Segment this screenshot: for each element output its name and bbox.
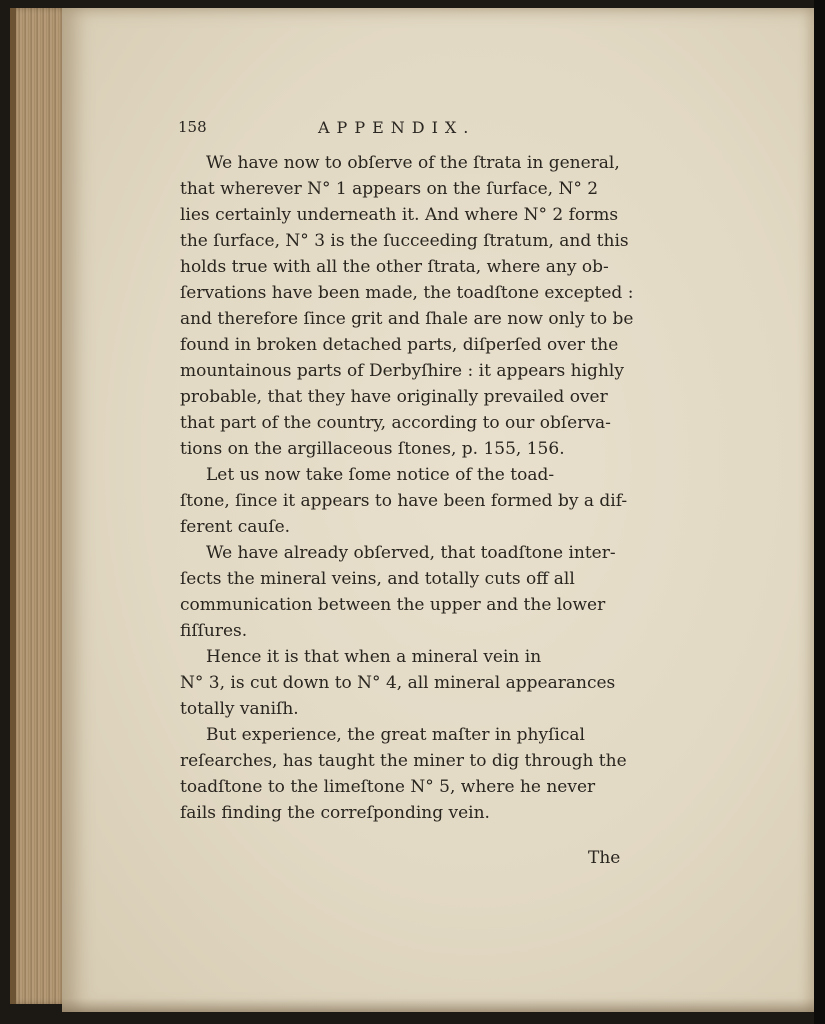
text-line: But experience, the great maſter in phyſical (206, 725, 585, 745)
paragraph-4 (180, 644, 632, 722)
catchword: The (588, 848, 621, 868)
text-line: probable, that they have originally prevailed over (180, 387, 608, 407)
text-line: communication between the upper and the lower (180, 595, 606, 615)
body-text (180, 150, 632, 826)
page-header (0, 114, 825, 144)
text-line: tions on the argillaceous ſtones, p. 155, 156. (180, 439, 565, 459)
text-line: Let us now take ſome notice of the toad- (206, 465, 555, 485)
scan-border-right (814, 0, 825, 1024)
text-line: ſervations have been made, the toadſtone excepted : (180, 283, 634, 303)
text-line: fails finding the correſponding vein. (180, 803, 490, 823)
text-line: that wherever N° 1 appears on the ſurface, N° 2 (180, 179, 599, 199)
text-line: N° 3, is cut down to N° 4, all mineral appearances (180, 673, 616, 693)
paragraph-5 (180, 722, 632, 826)
text-line: Hence it is that when a mineral vein in (206, 647, 542, 667)
text-line: ferent cauſe. (180, 517, 291, 537)
page-number: 158 (178, 118, 207, 136)
text-line: found in broken detached parts, diſperſed over the (180, 335, 619, 355)
text-line: reſearches, has taught the miner to dig through the (180, 751, 627, 771)
text-line: We have now to obſerve of the ſtrata in general, (206, 153, 620, 173)
text-line: ſtone, ſince it appears to have been formed by a dif- (180, 491, 628, 511)
text-line: ſects the mineral veins, and totally cuts off all (180, 569, 575, 589)
text-line: We have already obſerved, that toadſtone inter- (206, 543, 616, 563)
paragraph-3 (180, 540, 632, 644)
text-line: toadſtone to the limeſtone N° 5, where he never (180, 777, 596, 797)
text-line: and therefore ſince grit and ſhale are now only to be (180, 309, 634, 329)
text-line: that part of the country, according to our obſerva- (180, 413, 611, 433)
text-line: fiſſures. (180, 621, 248, 641)
text-line: holds true with all the other ſtrata, where any ob- (180, 257, 609, 277)
text-line: mountainous parts of Derbyſhire : it appears highly (180, 361, 624, 381)
page-shadow (62, 998, 814, 1012)
text-line: the ſurface, N° 3 is the ſucceeding ſtratum, and this (180, 231, 629, 251)
running-head: APPENDIX. (318, 118, 476, 137)
text-line: totally vaniſh. (180, 699, 299, 719)
text-line: lies certainly underneath it. And where N° 2 forms (180, 205, 619, 225)
paragraph-2 (180, 462, 632, 540)
paragraph-1 (180, 150, 632, 462)
